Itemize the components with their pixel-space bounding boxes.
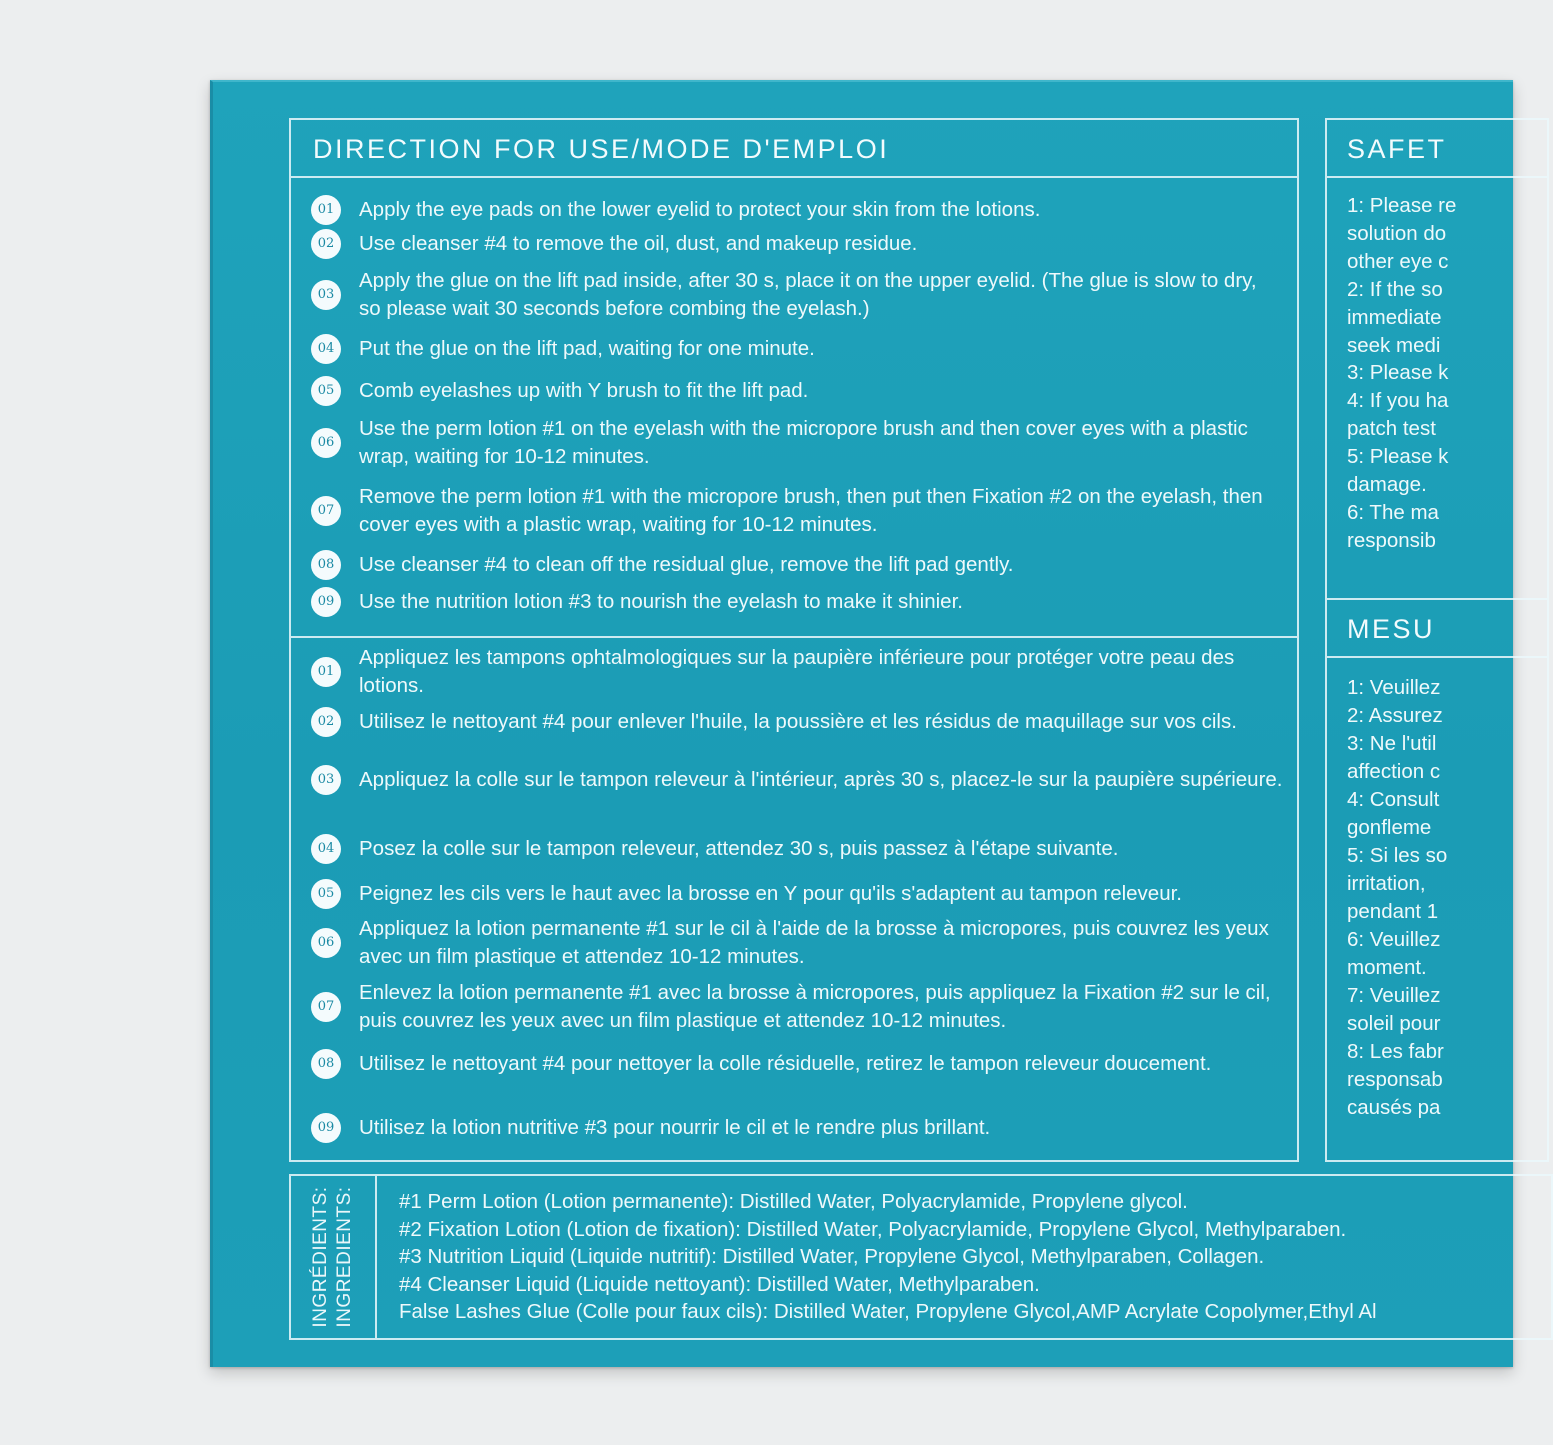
step-text: Use cleanser #4 to clean off the residual glue, remove the lift pad gently.: [359, 553, 1014, 576]
step-text: Remove the perm lotion #1 with the micropore brush, then put then Fixation #2 on the eyelash, then cover eyes with a plastic wrap, waiting for 10-12 minutes.: [359, 485, 1263, 536]
step-text: Utilisez le nettoyant #4 pour nettoyer la colle résiduelle, retirez le tampon releveur doucement.: [359, 1052, 1212, 1075]
safety-line: 2: If the so: [1347, 278, 1443, 301]
step-text: Use cleanser #4 to remove the oil, dust, and makeup residue.: [359, 232, 918, 255]
step-text: Enlevez la lotion permanente #1 avec la brosse à micropores, puis appliquez la Fixation #2 sur le cil, puis couvrez les yeux avec un film plastique et attendez 10-12 minutes.: [359, 981, 1271, 1032]
directions-french: [291, 638, 1297, 1160]
ingredients-label-text: [309, 1186, 357, 1327]
step-fr-8: [311, 1050, 1283, 1078]
product-box-back: [210, 80, 1513, 1367]
step-text: Apply the eye pads on the lower eyelid to protect your skin from the lotions.: [359, 198, 1041, 221]
safety-line: 4: If you ha: [1347, 389, 1449, 412]
safety-line: responsib: [1347, 529, 1436, 552]
safety-line: soleil pour: [1347, 1012, 1441, 1035]
step-number-badge: 02: [311, 707, 341, 737]
safety-panel: [1325, 118, 1549, 1162]
step-en-6: [311, 415, 1283, 471]
step-fr-9: [311, 1114, 1283, 1142]
step-number-badge: 09: [311, 587, 341, 617]
safety-line: solution do: [1347, 222, 1447, 245]
safety-line: 3: Please k: [1347, 361, 1449, 384]
step-en-4: [311, 335, 1283, 363]
step-fr-2: [311, 708, 1283, 736]
safety-line: 6: Veuillez: [1347, 928, 1441, 951]
safety-fr-title: MESU: [1327, 600, 1547, 658]
safety-line: 3: Ne l'util: [1347, 732, 1437, 755]
ingredients-label: [291, 1176, 377, 1338]
ingredients-label-en: INGREDIENTS:: [334, 1186, 355, 1328]
safety-line: 1: Veuillez: [1347, 676, 1441, 699]
step-number-badge: 09: [311, 1113, 341, 1143]
step-number-badge: 03: [311, 765, 341, 795]
safety-line: 8: Les fabr: [1347, 1040, 1444, 1063]
step-en-1: [311, 196, 1283, 224]
safety-line: responsab: [1347, 1068, 1443, 1091]
step-fr-6: [311, 915, 1283, 971]
step-en-5: [311, 377, 1283, 405]
step-text: Comb eyelashes up with Y brush to fit the lift pad.: [359, 379, 809, 402]
step-number-badge: 02: [311, 229, 341, 259]
step-text: Apply the glue on the lift pad inside, after 30 s, place it on the upper eyelid. (The glue is slow to dry, so please wait 30 seconds before combing the eyelash.): [359, 269, 1257, 320]
step-text: Use the perm lotion #1 on the eyelash with the micropore brush and then cover eyes with a plastic wrap, waiting for 10-12 minutes.: [359, 417, 1248, 468]
safety-line: gonfleme: [1347, 816, 1432, 839]
safety-title: SAFET: [1327, 120, 1547, 178]
step-number-badge: 07: [311, 992, 341, 1022]
step-text: Peignez les cils vers le haut avec la brosse en Y pour qu'ils s'adaptent au tampon releveur.: [359, 882, 1183, 905]
step-en-9: [311, 588, 1283, 616]
step-fr-5: [311, 880, 1283, 908]
directions-title: DIRECTION FOR USE/MODE D'EMPLOI: [291, 120, 1297, 178]
safety-line: 1: Please re: [1347, 194, 1457, 217]
step-number-badge: 08: [311, 1049, 341, 1079]
step-number-badge: 07: [311, 496, 341, 526]
safety-english: [1327, 178, 1547, 600]
ingredient-line: #4 Cleanser Liquid (Liquide nettoyant): Distilled Water, Methylparaben.: [399, 1273, 1040, 1296]
directions-english: [291, 178, 1297, 638]
safety-line: 2: Assurez: [1347, 704, 1443, 727]
step-number-badge: 01: [311, 657, 341, 687]
step-en-8: [311, 551, 1283, 579]
step-number-badge: 08: [311, 550, 341, 580]
step-number-badge: 04: [311, 334, 341, 364]
step-number-badge: 01: [311, 195, 341, 225]
step-text: Put the glue on the lift pad, waiting for one minute.: [359, 337, 815, 360]
step-number-badge: 06: [311, 928, 341, 958]
step-fr-1: [311, 644, 1283, 700]
safety-line: pendant 1: [1347, 900, 1439, 923]
safety-line: affection c: [1347, 760, 1441, 783]
step-fr-4: [311, 835, 1283, 863]
safety-line: irritation,: [1347, 872, 1426, 895]
step-text: Utilisez le nettoyant #4 pour enlever l'huile, la poussière et les résidus de maquillage sur vos cils.: [359, 710, 1237, 733]
step-text: Appliquez la lotion permanente #1 sur le cil à l'aide de la brosse à micropores, puis couvrez les yeux avec un film plastique et attendez 10-12 minutes.: [359, 917, 1269, 968]
safety-line: 6: The ma: [1347, 501, 1439, 524]
ingredients-label-fr: INGRÉDIENTS:: [310, 1186, 331, 1328]
ingredients-panel: [289, 1174, 1553, 1340]
step-text: Use the nutrition lotion #3 to nourish the eyelash to make it shinier.: [359, 590, 963, 613]
safety-french: [1327, 660, 1547, 1160]
safety-line: seek medi: [1347, 334, 1441, 357]
step-fr-3: [311, 766, 1283, 794]
directions-panel: [289, 118, 1299, 1162]
safety-line: damage.: [1347, 473, 1427, 496]
safety-line: 5: Si les so: [1347, 844, 1448, 867]
ingredient-line: False Lashes Glue (Colle pour faux cils): Distilled Water, Propylene Glycol,AMP Acrylate Copolymer,Ethyl Al: [399, 1300, 1377, 1323]
ingredient-line: #3 Nutrition Liquid (Liquide nutritif): Distilled Water, Propylene Glycol, Methylparaben, Collagen.: [399, 1245, 1265, 1268]
step-text: Utilisez la lotion nutritive #3 pour nourrir le cil et le rendre plus brillant.: [359, 1116, 991, 1139]
step-text: Appliquez les tampons ophtalmologiques sur la paupière inférieure pour protéger votre peau des lotions.: [359, 646, 1235, 697]
step-en-7: [311, 483, 1283, 539]
step-en-3: [311, 267, 1283, 323]
step-fr-7: [311, 979, 1283, 1035]
safety-line: 7: Veuillez: [1347, 984, 1441, 1007]
step-number-badge: 03: [311, 280, 341, 310]
ingredient-line: #1 Perm Lotion (Lotion permanente): Distilled Water, Polyacrylamide, Propylene glycol.: [399, 1190, 1188, 1213]
safety-line: other eye c: [1347, 250, 1449, 273]
step-en-2: [311, 230, 1283, 258]
step-number-badge: 04: [311, 834, 341, 864]
step-text: Posez la colle sur le tampon releveur, attendez 30 s, puis passez à l'étape suivante.: [359, 837, 1119, 860]
safety-line: immediate: [1347, 306, 1442, 329]
safety-line: moment.: [1347, 956, 1427, 979]
step-number-badge: 05: [311, 376, 341, 406]
safety-line: patch test: [1347, 417, 1436, 440]
step-text: Appliquez la colle sur le tampon releveur à l'intérieur, après 30 s, placez-le sur la paupière supérieure.: [359, 768, 1283, 791]
step-number-badge: 06: [311, 428, 341, 458]
step-number-badge: 05: [311, 879, 341, 909]
safety-line: 4: Consult: [1347, 788, 1440, 811]
safety-fr-header: [1327, 600, 1547, 658]
safety-line: 5: Please k: [1347, 445, 1449, 468]
ingredient-line: #2 Fixation Lotion (Lotion de fixation): Distilled Water, Polyacrylamide, Propylene Glycol, Methylparaben.: [399, 1218, 1347, 1241]
safety-line: causés pa: [1347, 1096, 1441, 1119]
